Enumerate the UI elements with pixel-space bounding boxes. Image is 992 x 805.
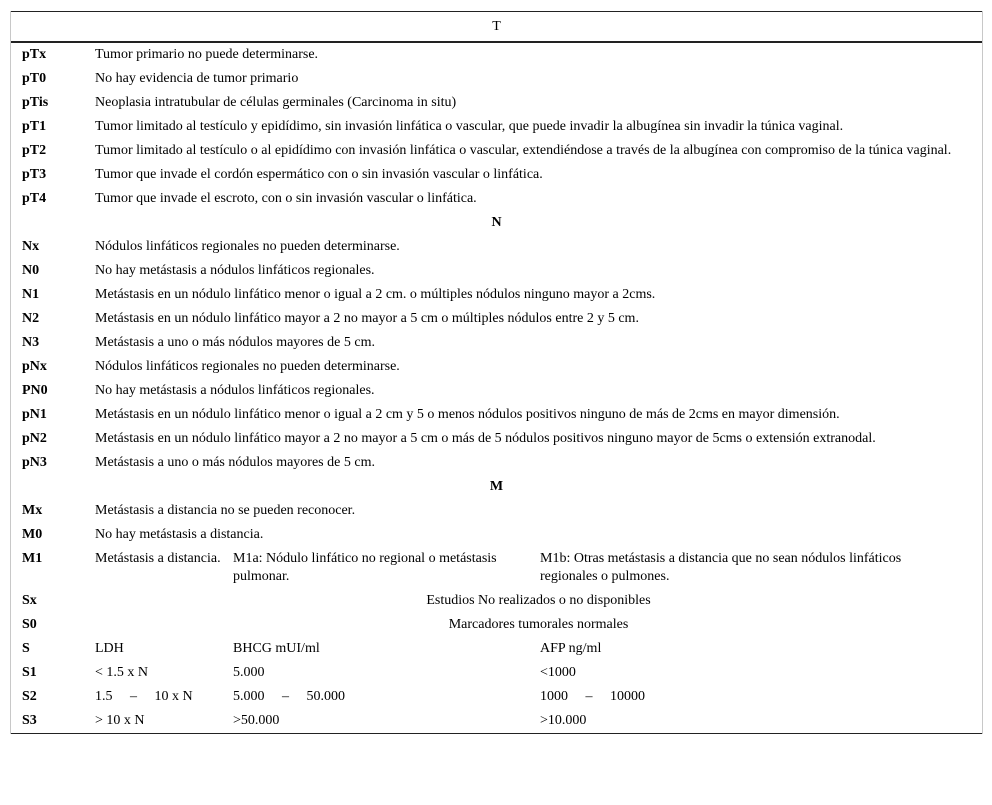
table-body <box>11 42 982 734</box>
stage-detail-cell: < 1.5 x N <box>95 665 149 680</box>
stage-detail-cell: <1000 <box>540 665 576 680</box>
section-header-row <box>11 211 982 235</box>
tnm-table-container <box>10 11 983 734</box>
stage-detail-cell: AFP ng/ml <box>540 641 602 656</box>
stage-description: No hay metástasis a distancia. <box>95 527 264 542</box>
table-row <box>11 499 982 523</box>
table-row <box>11 259 982 283</box>
stage-description: Tumor limitado al testículo o al epidídimo con invasión linfática o vascular, extendiéndose a través de la albugínea con compromiso de la túnica vaginal. <box>95 143 952 158</box>
stage-code: S <box>22 641 30 656</box>
stage-code: pTis <box>22 95 49 110</box>
stage-detail-cell: M1b: Otras metástasis a distancia que no sean nódulos linfáticos regionales o pulmones. <box>540 551 902 584</box>
stage-description: Estudios No realizados o no disponibles <box>426 593 651 608</box>
stage-detail-cell: 1000 – 10000 <box>540 689 645 704</box>
table-row <box>11 115 982 139</box>
stage-code: pT4 <box>22 191 47 206</box>
stage-description: Nódulos linfáticos regionales no pueden determinarse. <box>95 239 400 254</box>
stage-code: pT3 <box>22 167 47 182</box>
table-row <box>11 283 982 307</box>
table-row <box>11 685 982 709</box>
stage-description: Tumor limitado al testículo y epidídimo, sin invasión linfática o vascular, que puede invadir la albugínea sin invadir la túnica vaginal. <box>95 119 844 134</box>
stage-code: N1 <box>22 287 40 302</box>
stage-code: M1 <box>22 551 43 566</box>
table-row <box>11 355 982 379</box>
stage-code: S0 <box>22 617 37 632</box>
stage-code: Nx <box>22 239 40 254</box>
table-row <box>11 661 982 685</box>
stage-code: N2 <box>22 311 40 326</box>
table-header-t: T <box>11 12 982 43</box>
stage-description: Metástasis en un nódulo linfático menor o igual a 2 cm. o múltiples nódulos ninguno mayor a 2cms. <box>95 287 656 302</box>
table-row <box>11 523 982 547</box>
stage-description: No hay evidencia de tumor primario <box>95 71 299 86</box>
table-row <box>11 427 982 451</box>
stage-code: pN2 <box>22 431 47 446</box>
stage-code: pTx <box>22 47 47 62</box>
stage-code: pT2 <box>22 143 47 158</box>
stage-code: pN1 <box>22 407 47 422</box>
stage-detail-cell: >10.000 <box>540 709 982 734</box>
stage-code: M0 <box>22 527 43 542</box>
table-row <box>11 42 982 67</box>
stage-detail-cell: LDH <box>95 641 124 656</box>
stage-description: Tumor primario no puede determinarse. <box>95 47 319 62</box>
table-row <box>11 547 982 589</box>
stage-detail-cell: 1.5 – 10 x N <box>95 689 193 704</box>
table-row <box>11 589 982 613</box>
stage-description: Metástasis a uno o más nódulos mayores de 5 cm. <box>95 335 375 350</box>
stage-description: No hay metástasis a nódulos linfáticos regionales. <box>95 383 375 398</box>
stage-code: S3 <box>11 709 95 734</box>
stage-detail-cell: >50.000 <box>233 709 540 734</box>
stage-description: Metástasis a distancia no se pueden reconocer. <box>95 503 356 518</box>
stage-description: Metástasis en un nódulo linfático mayor a 2 no mayor a 5 cm o múltiples nódulos entre 2 y 5 cm. <box>95 311 639 326</box>
stage-detail-cell: BHCG mUI/ml <box>233 641 320 656</box>
stage-code: Sx <box>22 593 37 608</box>
stage-code: S2 <box>22 689 37 704</box>
stage-description: Nódulos linfáticos regionales no pueden determinarse. <box>95 359 400 374</box>
section-header-row <box>11 475 982 499</box>
table-row <box>11 379 982 403</box>
stage-code: N0 <box>22 263 40 278</box>
stage-description: Metástasis a uno o más nódulos mayores de 5 cm. <box>95 455 375 470</box>
stage-detail-cell: 5.000 <box>233 665 265 680</box>
tnm-classification-table <box>11 11 982 734</box>
section-title: M <box>489 479 504 494</box>
stage-code: pNx <box>22 359 47 374</box>
table-row <box>11 451 982 475</box>
table-row <box>11 307 982 331</box>
table-row <box>11 235 982 259</box>
stage-description: Tumor que invade el escroto, con o sin invasión vascular o linfática. <box>95 191 477 206</box>
stage-code: S1 <box>22 665 37 680</box>
stage-detail-cell: M1a: Nódulo linfático no regional o metástasis pulmonar. <box>233 551 497 584</box>
table-row <box>11 613 982 637</box>
stage-detail-cell: 5.000 – 50.000 <box>233 689 345 704</box>
table-row <box>11 637 982 661</box>
stage-description: Neoplasia intratubular de células germinales (Carcinoma in situ) <box>95 95 457 110</box>
table-row <box>11 163 982 187</box>
table-row <box>11 331 982 355</box>
section-title: N <box>491 215 502 230</box>
table-row <box>11 91 982 115</box>
stage-description: Metástasis en un nódulo linfático mayor a 2 no mayor a 5 cm o más de 5 nódulos positivos ninguno mayor de 5cms o extensión extranodal. <box>95 431 876 446</box>
stage-detail-cell: > 10 x N <box>95 709 233 734</box>
table-row <box>11 709 982 734</box>
table-row <box>11 403 982 427</box>
stage-description: No hay metástasis a nódulos linfáticos regionales. <box>95 263 375 278</box>
stage-code: pT1 <box>22 119 47 134</box>
stage-code: N3 <box>22 335 40 350</box>
stage-detail-cell: Metástasis a distancia. <box>95 551 221 566</box>
stage-code: pT0 <box>22 71 47 86</box>
stage-code: PN0 <box>22 383 48 398</box>
stage-description: Tumor que invade el cordón espermático con o sin invasión vascular o linfática. <box>95 167 543 182</box>
stage-description: Marcadores tumorales normales <box>448 617 629 632</box>
table-row <box>11 67 982 91</box>
stage-description: Metástasis en un nódulo linfático menor o igual a 2 cm y 5 o menos nódulos positivos ninguno de más de 2cms en mayor dimensión. <box>95 407 840 422</box>
table-header-row <box>11 12 982 43</box>
table-row <box>11 187 982 211</box>
table-row <box>11 139 982 163</box>
stage-code: Mx <box>22 503 43 518</box>
stage-code: pN3 <box>22 455 47 470</box>
